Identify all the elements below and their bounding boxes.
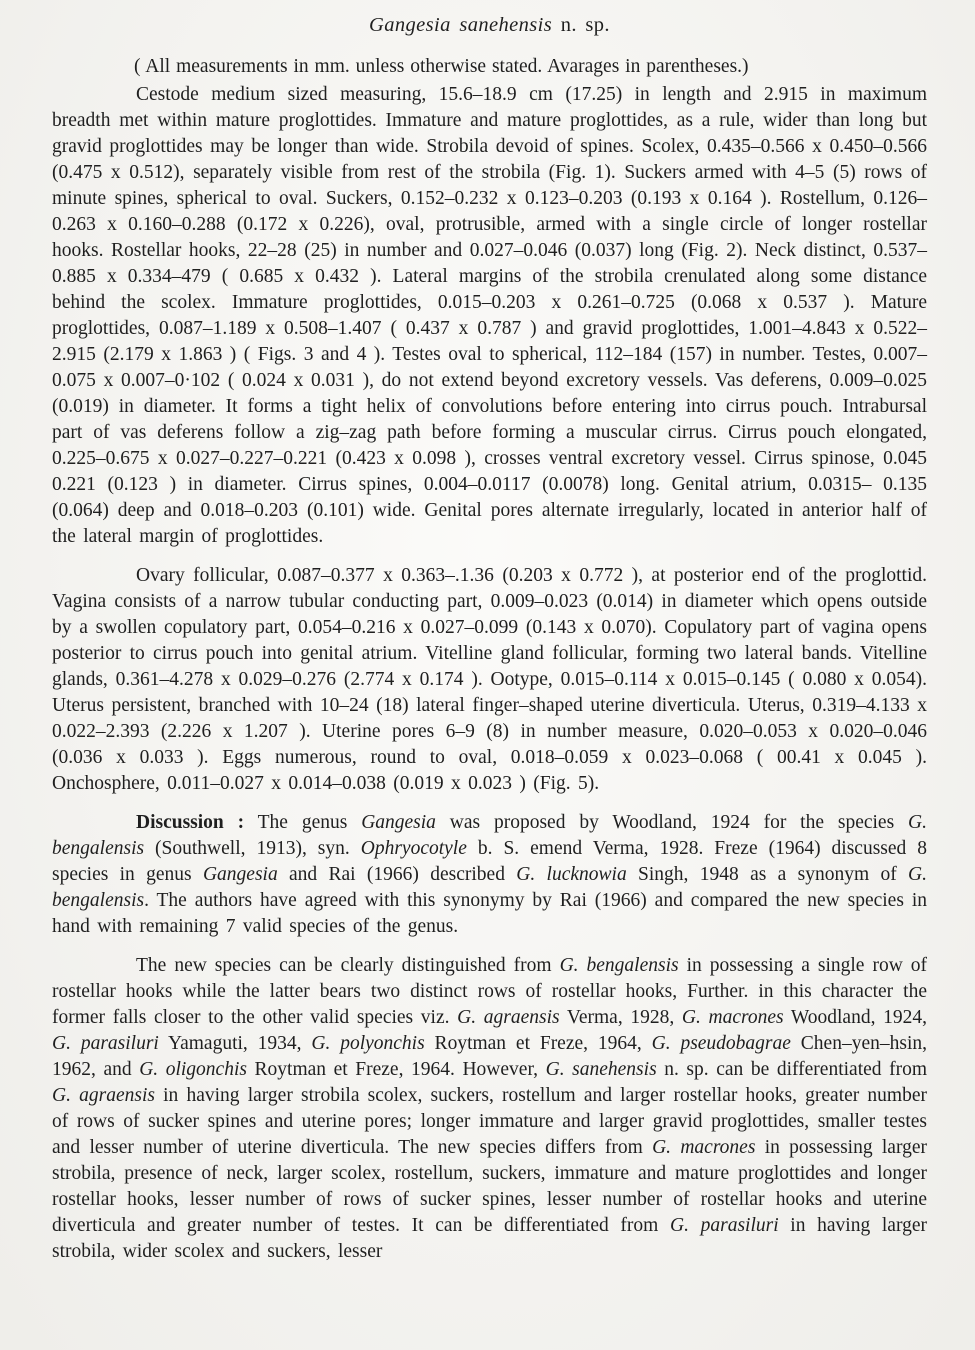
text-segment: Roytman et Freze, 1964, — [424, 1033, 652, 1054]
text-segment: G. parasiluri — [669, 1215, 779, 1236]
text-segment: G. sanehensis — [545, 1059, 657, 1080]
text-segment: Woodland, 1924, — [783, 1007, 927, 1028]
text-segment: . The authors have agreed with this synonymy by Rai (1966) and compared the new species in hand with remaining 7 valid species of the genus. — [52, 890, 927, 937]
measurements-note: ( All measurements in mm. unless otherwise stated. Avarages in parentheses.) — [134, 56, 749, 77]
text-segment: in possessing a single row of rostellar hooks while the latter bears two distinct rows of rostellar hooks, Further. in this character the former falls closer to the other valid species viz. — [52, 955, 928, 1028]
text-segment: and Rai (1966) described — [277, 864, 517, 885]
text-segment: (Southwell, 1913), syn. — [144, 838, 361, 859]
text-segment: G. oligonchis — [139, 1059, 247, 1080]
text-segment: G. polyonchis — [311, 1033, 425, 1054]
text-segment: Verma, 1928, — [559, 1007, 682, 1028]
text-segment: Ophryocotyle — [360, 838, 467, 859]
paragraph-species-comparison — [52, 953, 927, 1265]
text-segment: G. bengalensis — [559, 955, 679, 976]
text-segment: The genus — [244, 812, 362, 833]
text-segment: G. macrones — [681, 1007, 784, 1028]
text-segment: G. bengalensis — [52, 812, 928, 859]
text-segment: Discussion : — [136, 812, 245, 833]
text-segment: G. lucknowia — [516, 864, 627, 885]
text-segment: G. macrones — [652, 1137, 756, 1158]
text-segment: in having larger strobila scolex, suckers, rostellum and larger rostellar hooks, greater number of rows of sucker spines and uterine pores; longer immature and larger gravid proglottides, smaller testes and lesser number of uterine diverticula. The new species differs from — [52, 1085, 928, 1158]
text-segment: G. parasiluri — [52, 1033, 159, 1054]
text-segment: in having larger strobila, wider scolex and suckers, lesser — [52, 1215, 928, 1262]
text-segment: n. sp. — [552, 14, 610, 36]
text-segment: Cestode medium sized measuring, 15.6–18.9 cm (17.25) in length and 2.915 in maximum breadth met within mature proglottides. Immature and mature proglottides, as a rule, wider than long but gravid proglottides may be longer than wide. Strobila devoid of spines. Scolex, 0.435–0.566 x 0.450–0.566 (0.475 x 0.512), separately visible from rest of the strobila (Fig. 1). Suckers armed with 4–5 (5) rows of minute spines, spherical to oval. Suckers, 0.152–0.232 x 0.123–0.203 (0.193 x 0.164 ). Rostellum, 0.126–0.263 x 0.160–0.288 (0.172 x 0.226), oval, protrusible, armed with a single circle of longer rostellar hooks. Rostellar hooks, 22–28 (25) in number and 0.027–0.046 (0.037) long (Fig. 2). Neck distinct, 0.537–0.885 x 0.334–479 ( 0.685 x 0.432 ). Lateral margins of the strobila crenulated along some distance behind the scolex. Immature proglottides, 0.015–0.203 x 0.261–0.725 (0.068 x 0.537 ). Mature proglottides, 0.087–1.189 x 0.508–1.407 ( 0.437 x 0.787 ) and gravid proglottides, 1.001–4.843 x 0.522–2.915 (2.179 x 1.863 ) ( Figs. 3 and 4 ). Testes oval to spherical, 112–184 (157) in number. Testes, 0.007–0.075 x 0.007–0·102 ( 0.024 x 0.031 ), do not extend beyond excretory vessels. Vas deferens, 0.009–0.025 (0.019) in diameter. It forms a tight helix of convolutions before entering into cirrus pouch. Intrabursal part of vas deferens follow a zig–zag path before forming a muscular cirrus. Cirrus pouch elongated, 0.225–0.675 x 0.027–0.227–0.221 (0.423 x 0.098 ), crosses ventral excretory vessel. Cirrus spinose, 0.045 0.221 (0.123 ) in diameter. Cirrus spines, 0.004–0.0117 (0.0078) long. Genital atrium, 0.0315– 0.135 (0.064) deep and 0.018–0.203 (0.101) wide. Genital pores alternate irregularly, located in anterior half of the lateral margin of proglottides. — [52, 84, 927, 547]
text-segment: G. bengalensis — [52, 864, 927, 911]
text-segment: G. pseudobagrae — [651, 1033, 791, 1054]
text-segment: Singh, 1948 as a synonym of — [626, 864, 909, 885]
text-segment: The new species can be clearly distinguished from — [136, 955, 560, 976]
text-segment: Gangesia — [361, 812, 436, 833]
text-segment: was proposed by Woodland, 1924 for the species — [435, 812, 909, 833]
text-segment: n. sp. can be differentiated from — [656, 1059, 927, 1080]
text-segment: G. agraensis — [52, 1085, 155, 1106]
text-segment: in possessing larger strobila, presence of neck, larger scolex, rostellum, suckers, immature and mature proglottides and longer rostellar hooks, lesser number of rows of sucker spines, lesser number of rostellar hooks and uterine diverticula and greater number of testes. It can be differentiated from — [52, 1137, 927, 1236]
text-segment: Chen–yen–hsin, 1962, and — [52, 1033, 927, 1080]
page-title — [52, 12, 927, 38]
text-segment: Gangesia — [202, 864, 278, 885]
paragraph-discussion — [52, 810, 927, 940]
text-segment: G. agraensis — [457, 1007, 560, 1028]
text-segment: b. S. emend Verma, 1928. Freze (1964) discussed 8 species in genus — [52, 838, 927, 885]
text-segment: Yamaguti, 1934, — [158, 1033, 312, 1054]
paragraph-female-anatomy-description — [52, 563, 927, 797]
paragraph-morphology-description — [52, 82, 927, 550]
text-segment: Gangesia sanehensis — [369, 14, 553, 36]
text-segment: Ovary follicular, 0.087–0.377 x 0.363–.1.36 (0.203 x 0.772 ), at posterior end of the proglottid. Vagina consists of a narrow tubular conducting part, 0.009–0.023 (0.014) in diameter which opens outside by a swollen copulatory part, 0.054–0.216 x 0.027–0.099 (0.143 x 0.070). Copulatory part of vagina opens posterior to cirrus pouch into genital atrium. Vitelline gland follicular, forming two lateral bands. Vitelline glands, 0.361–4.278 x 0.029–0.276 (2.774 x 0.174 ). Ootype, 0.015–0.114 x 0.015–0.145 ( 0.080 x 0.054). Uterus persistent, branched with 10–24 (18) lateral finger–shaped uterine diverticula. Uterus, 0.319–4.133 x 0.022–2.393 (2.226 x 1.207 ). Uterine pores 6–9 (8) in number measure, 0.020–0.053 x 0.020–0.046 (0.036 x 0.033 ). Eggs numerous, round to oval, 0.018–0.059 x 0.023–0.068 ( 00.41 x 0.045 ). Onchosphere, 0.011–0.027 x 0.014–0.038 (0.019 x 0.023 ) (Fig. 5). — [52, 565, 927, 794]
text-segment: Roytman et Freze, 1964. However, — [246, 1059, 546, 1080]
